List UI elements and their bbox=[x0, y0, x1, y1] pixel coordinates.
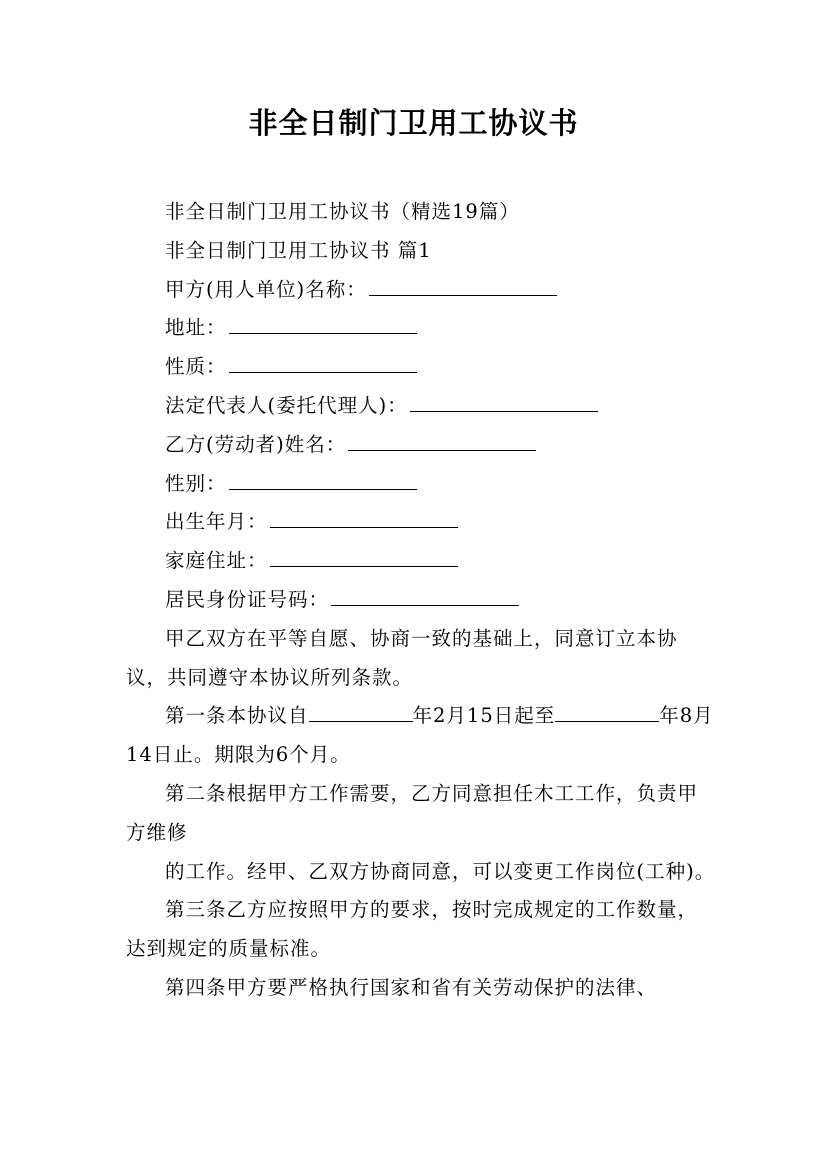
article-2-line-1: 第二条根据甲方工作需要，乙方同意担任木工工作，负责甲方维修 bbox=[126, 781, 699, 844]
blank-line bbox=[229, 471, 417, 490]
field-gender bbox=[126, 465, 716, 504]
intro-paragraph: 甲乙双方在平等自愿、协商一致的基础上，同意订立本协议，共同遵守本协议所列条款。 bbox=[126, 626, 678, 689]
article-4: 第四条甲方要严格执行国家和省有关劳动保护的法律、 bbox=[165, 975, 658, 999]
article-1-middle: 年2月15日起至 bbox=[412, 704, 556, 728]
blank-line bbox=[309, 703, 413, 722]
blank-line bbox=[348, 432, 536, 451]
field-label: 家庭住址： bbox=[165, 549, 268, 573]
field-employer-name bbox=[126, 271, 716, 310]
field-label: 性质： bbox=[165, 355, 227, 379]
blank-line bbox=[229, 315, 417, 334]
blank-line bbox=[331, 587, 519, 606]
article-1 bbox=[126, 697, 716, 775]
field-address bbox=[126, 309, 716, 348]
blank-line bbox=[369, 277, 557, 296]
article-3: 第三条乙方应按照甲方的要求，按时完成规定的工作数量，达到规定的质量标准。 bbox=[126, 898, 699, 961]
field-label: 地址： bbox=[165, 316, 227, 340]
document-body bbox=[126, 193, 716, 1008]
subtitle: 非全日制门卫用工协议书（精选19篇） bbox=[165, 200, 520, 223]
field-label: 甲方(用人单位)名称： bbox=[165, 277, 367, 301]
section-heading: 非全日制门卫用工协议书 篇1 bbox=[165, 238, 432, 262]
field-label: 法定代表人(委托代理人)： bbox=[165, 393, 408, 417]
field-label: 乙方(劳动者)姓名： bbox=[165, 432, 347, 456]
field-birth-date bbox=[126, 503, 716, 542]
field-employee-name bbox=[126, 426, 716, 465]
article-1-end: 年8月14日止。期限为6个月。 bbox=[126, 704, 714, 767]
article-2-line-2: 的工作。经甲、乙双方协商同意，可以变更工作岗位(工种)。 bbox=[165, 859, 716, 883]
document-title: 非全日制门卫用工协议书 bbox=[248, 106, 579, 140]
blank-line bbox=[410, 393, 598, 412]
field-legal-representative bbox=[126, 387, 716, 426]
blank-line bbox=[270, 548, 458, 567]
blank-line bbox=[229, 354, 417, 373]
field-label: 出生年月： bbox=[165, 510, 268, 534]
article-1-start: 第一条本协议自 bbox=[165, 704, 309, 728]
field-id-number bbox=[126, 581, 716, 620]
field-label: 性别： bbox=[165, 471, 227, 495]
blank-line bbox=[270, 509, 458, 528]
field-home-address bbox=[126, 542, 716, 581]
blank-line bbox=[555, 703, 659, 722]
field-label: 居民身份证号码： bbox=[165, 587, 330, 611]
field-nature bbox=[126, 348, 716, 387]
